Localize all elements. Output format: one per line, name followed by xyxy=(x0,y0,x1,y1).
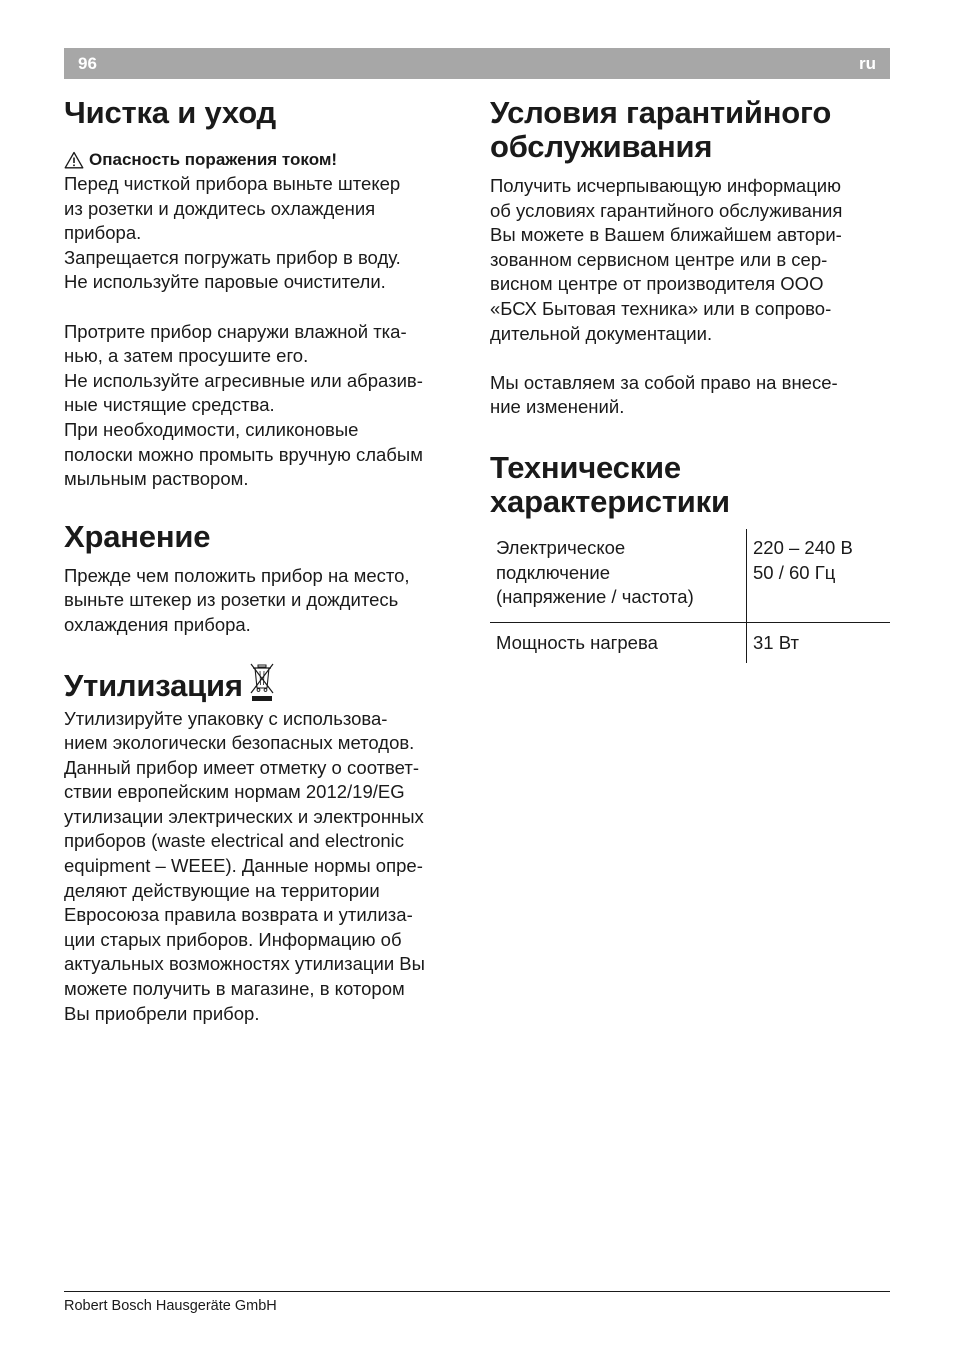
text-line: 50 / 60 Гц xyxy=(753,561,836,583)
text-line: можете получить в магазине, в котором xyxy=(64,978,405,1000)
cleaning-section xyxy=(64,96,464,492)
text-line: дительной документации. xyxy=(490,322,713,344)
cleaning-title: Чистка и уход xyxy=(64,95,276,130)
text-line: ние изменений. xyxy=(490,396,625,418)
text-line: приборов (waste electrical and electronic xyxy=(64,830,405,852)
warranty-title xyxy=(490,96,890,164)
text-line: Мы оставляем за собой право на внесе- xyxy=(490,371,838,393)
text-line: Протрите прибор снаружи влажной тка- xyxy=(64,320,407,342)
warning-title: Опасность поражения током! xyxy=(89,150,338,169)
text-line: Получить исчерпывающую информацию xyxy=(490,175,841,196)
title-line: Технические xyxy=(490,449,681,485)
specs-table xyxy=(490,529,890,663)
page-number: 96 xyxy=(78,54,97,73)
text-line: Евросоюза правила возврата и утилиза- xyxy=(64,904,413,926)
text-line: прибора. xyxy=(64,222,142,244)
storage-title: Хранение xyxy=(64,518,211,554)
text-line: мыльным раствором. xyxy=(64,468,249,490)
text-line: ные чистящие средства. xyxy=(64,394,275,416)
text-line: деляют действующие на территории xyxy=(64,879,380,901)
footer-company: Robert Bosch Hausgeräte GmbH xyxy=(64,1298,277,1314)
crossed-out-bin-icon xyxy=(249,662,275,702)
storage-section xyxy=(64,520,464,638)
title-line: Условия гарантийного xyxy=(490,95,832,130)
text-line: полоски можно промыть вручную слабым xyxy=(64,443,423,465)
text-line: зованном сервисном центре или в сер- xyxy=(490,248,828,270)
spec-label xyxy=(490,622,747,663)
text-line: Вы приобрели прибор. xyxy=(64,1002,260,1024)
text-line: «БСХ Бытовая техника» или в сопрово- xyxy=(490,297,832,319)
text-line: Прежде чем положить прибор на место, xyxy=(64,564,410,586)
text-line: (напряжение / частота) xyxy=(496,586,694,608)
text-line: выньте штекер из розетки и дождитесь xyxy=(64,589,399,611)
disposal-section xyxy=(64,662,464,1027)
disposal-heading xyxy=(64,662,464,703)
disposal-title: Утилизация xyxy=(64,667,243,703)
text-line: 220 – 240 В xyxy=(753,536,853,558)
warning-text xyxy=(64,172,464,295)
title-line: обслуживания xyxy=(490,129,713,164)
spec-value xyxy=(747,622,891,663)
text-line: При необходимости, силиконовые xyxy=(64,418,359,440)
right-column xyxy=(490,96,890,663)
text-line: об условиях гарантийного обслуживания xyxy=(490,199,843,221)
text-line: нью, а затем просушите его. xyxy=(64,345,309,367)
text-line: висном центре от производителя ООО xyxy=(490,273,824,295)
spec-value xyxy=(747,529,891,622)
footer-divider xyxy=(64,1291,890,1292)
language-code: ru xyxy=(859,54,876,73)
text-line: подключение xyxy=(496,561,611,583)
left-column xyxy=(64,96,464,1026)
specs-title xyxy=(490,451,890,519)
text-line: Электрическое xyxy=(496,536,626,558)
specs-section xyxy=(490,451,890,663)
table-row xyxy=(490,622,890,663)
text-line: equipment – WEEE). Данные нормы опре- xyxy=(64,855,423,877)
text-line: Данный прибор имеет отметку о соответ- xyxy=(64,756,419,778)
text-line: актуальных возможностях утилизации Вы xyxy=(64,953,425,975)
title-line: характеристики xyxy=(490,483,730,519)
warning-triangle-icon xyxy=(64,151,84,169)
text-line: ции старых приборов. Информацию об xyxy=(64,928,402,950)
disposal-text xyxy=(64,707,464,1027)
text-line: Не используйте агресивные или абразив- xyxy=(64,369,423,391)
page-header-bar xyxy=(64,48,890,79)
text-line: охлаждения прибора. xyxy=(64,613,251,635)
text-line: из розетки и дождитесь охлаждения xyxy=(64,197,376,219)
text-line: Утилизируйте упаковку с использова- xyxy=(64,707,388,729)
storage-text xyxy=(64,564,464,638)
text-line: 31 Вт xyxy=(753,631,799,653)
text-line: Мощность нагрева xyxy=(496,631,658,653)
warning-heading xyxy=(64,148,464,172)
text-line: Запрещается погружать прибор в воду. xyxy=(64,246,401,268)
text-line: утилизации электрических и электронных xyxy=(64,805,424,827)
text-line: Не используйте паровые очистители. xyxy=(64,271,386,293)
text-line: ствии европейским нормам 2012/19/EG xyxy=(64,781,405,803)
warranty-text xyxy=(490,174,890,346)
table-row xyxy=(490,529,890,622)
warranty-note xyxy=(490,371,890,420)
text-line: Перед чисткой прибора выньте штекер xyxy=(64,173,401,194)
spec-label xyxy=(490,529,747,622)
text-line: нием экологически безопасных методов. xyxy=(64,732,415,754)
text-line: Вы можете в Вашем ближайшем автори- xyxy=(490,224,842,246)
warranty-section xyxy=(490,96,890,420)
cleaning-text xyxy=(64,320,464,492)
